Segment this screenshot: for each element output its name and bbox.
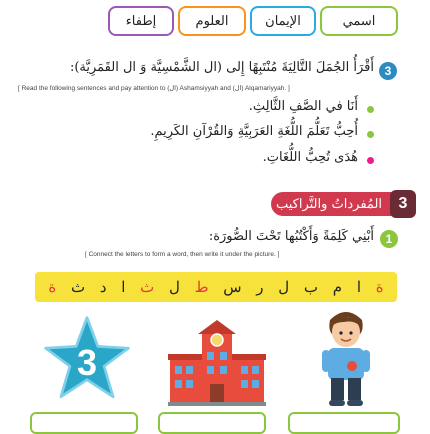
- sentence-3: هُدَى تُحِبُّ اللُّغَاتِ.: [262, 150, 358, 165]
- boy-student-icon: [318, 306, 374, 410]
- letter-tile: س: [223, 278, 242, 296]
- section-title-tag: [271, 192, 403, 216]
- letter-tile: ة: [375, 278, 384, 296]
- letter-tile: ث: [70, 278, 86, 296]
- word-text: اسمي: [342, 13, 376, 29]
- letter-tile: ب: [303, 278, 319, 296]
- exercise-instruction: أَقْرَأُ الجُمَلَ التَّالِيَةَ مُنْتَبِهًا إِلى (ال الشَّمْسِيَّة وَ ال القَمَرِيَّة):: [69, 60, 374, 75]
- sentence-1: أَنَا في الصَّفِ الثَّالِثِ.: [248, 99, 358, 114]
- section-title: المُفرداتُ والتَّراكيب: [275, 196, 383, 212]
- letter-tile: ا: [121, 278, 126, 296]
- section-number-text: 3: [398, 195, 408, 212]
- word-box-ismi: [320, 6, 398, 36]
- letter-tile: ر: [256, 278, 264, 296]
- word-box-itfaa: [108, 6, 174, 36]
- letter-tile: ط: [194, 278, 209, 296]
- exercise-instruction: أَبْنِي كَلِمَةً وَأَكْتُبُها تَحْتَ الصُّورَة:: [208, 229, 374, 244]
- letter-tile: م: [332, 278, 343, 296]
- letter-tile: د: [99, 278, 107, 296]
- sentence-bullet: [367, 131, 374, 138]
- letter-tile: ل: [169, 278, 180, 296]
- exercise-english-note: [ Connect the letters to form a word, then write it under the picture. ]: [85, 251, 280, 258]
- exercise-number: 1: [385, 232, 393, 246]
- letter-tile: ل: [278, 278, 290, 296]
- exercise-number: 3: [384, 64, 392, 78]
- school-building-icon: [168, 318, 266, 406]
- word-box-iman: [250, 6, 316, 36]
- exercise-number-badge: [380, 230, 398, 248]
- sentence-bullet: [367, 157, 374, 164]
- sentence-2: أُحِبُّ تَعَلُّمَ اللُّغَةِ العَرَبِيَّةِ وَالقُرْآنِ الكَرِيمِ.: [150, 124, 358, 139]
- word-box-uloom: [178, 6, 246, 36]
- word-text: إطفاء: [125, 13, 157, 29]
- answer-box[interactable]: [158, 412, 266, 434]
- exercise-english-note: [ Read the following sentences and pay attention to (ال) Ashamsiyyah and (ال) Alqamariyyah. ]: [18, 85, 290, 92]
- exercise-number-badge: [379, 62, 397, 80]
- sentence-bullet: [367, 106, 374, 113]
- star-number-icon: [42, 314, 132, 404]
- word-text: العلوم: [195, 13, 229, 29]
- section-number: [390, 190, 416, 218]
- word-text: الإيمان: [265, 13, 301, 29]
- star-number: 3: [76, 342, 98, 384]
- answer-box[interactable]: [288, 412, 400, 434]
- letter-tile: ث: [140, 278, 155, 296]
- answer-box[interactable]: [30, 412, 138, 434]
- letter-tile: ة: [48, 278, 57, 296]
- letter-tile: ا: [356, 278, 361, 296]
- letter-strip: [35, 272, 397, 302]
